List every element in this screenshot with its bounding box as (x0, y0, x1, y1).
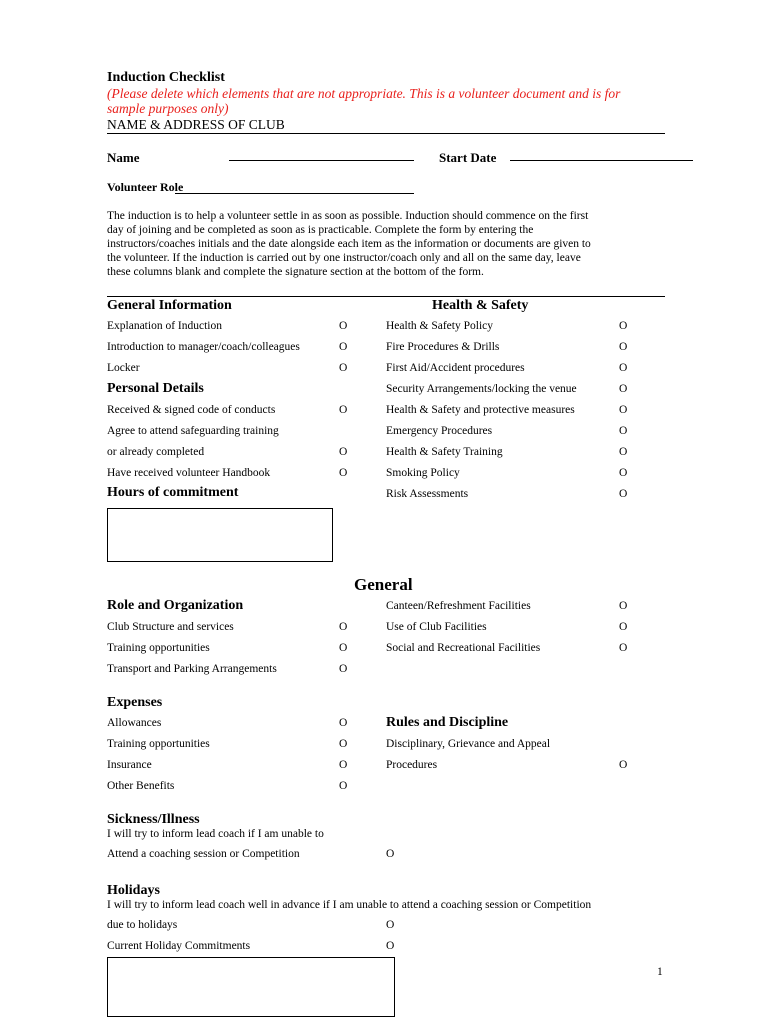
list-item: Health & Safety and protective measures (386, 404, 575, 416)
sickness-text-line-1: I will try to inform lead coach if I am unable to (107, 828, 324, 840)
checkbox-circle[interactable]: O (386, 848, 395, 860)
name-label: Name (107, 150, 140, 165)
section-divider (107, 296, 665, 297)
list-item: Security Arrangements/locking the venue (386, 383, 577, 395)
list-item: Emergency Procedures (386, 425, 493, 437)
checkbox-circle[interactable]: O (339, 341, 348, 353)
instruction-note-line-2: sample purposes only) (107, 101, 229, 116)
list-item: Procedures (386, 759, 438, 771)
list-item: Transport and Parking Arrangements (107, 663, 277, 675)
checkbox-circle[interactable]: O (619, 404, 628, 416)
list-item: Explanation of Induction (107, 320, 222, 332)
list-item: Use of Club Facilities (386, 621, 487, 633)
list-item: Training opportunities (107, 738, 210, 750)
checkbox-circle[interactable]: O (386, 940, 395, 952)
checkbox-circle[interactable]: O (619, 621, 628, 633)
checkbox-circle[interactable]: O (339, 759, 348, 771)
checkbox-circle[interactable]: O (619, 383, 628, 395)
holiday-commitments-box[interactable] (107, 957, 395, 1017)
hours-of-commitment-box[interactable] (107, 508, 333, 562)
list-item: Allowances (107, 717, 162, 729)
sickness-text-line-2: Attend a coaching session or Competition (107, 848, 300, 860)
checkbox-circle[interactable]: O (619, 320, 628, 332)
intro-line-4: the volunteer. If the induction is carried out by one instructor/coach only and all on the same day, leave (107, 252, 581, 264)
list-item: Disciplinary, Grievance and Appeal (386, 738, 551, 750)
list-item: Agree to attend safeguarding training (107, 425, 279, 437)
volunteer-role-label: Volunteer Role (107, 180, 184, 194)
checkbox-circle[interactable]: O (339, 780, 348, 792)
list-item: First Aid/Accident procedures (386, 362, 525, 374)
list-item: Received & signed code of conducts (107, 404, 276, 416)
list-item: Have received volunteer Handbook (107, 467, 271, 479)
start-date-field[interactable] (510, 160, 693, 161)
checkbox-circle[interactable]: O (339, 621, 348, 633)
list-item: Canteen/Refreshment Facilities (386, 600, 531, 612)
holidays-text-line-1: I will try to inform lead coach well in advance if I am unable to attend a coaching session or Competition (107, 899, 592, 911)
list-item: or already completed (107, 446, 205, 458)
checkbox-circle[interactable]: O (339, 717, 348, 729)
intro-line-5: these columns blank and complete the signature section at the bottom of the form. (107, 266, 484, 278)
intro-line-3: instructors/coaches initials and the date alongside each item as the information or documents are given to (107, 238, 591, 250)
general-information-heading: General Information (107, 298, 232, 313)
document-title: Induction Checklist (107, 70, 225, 85)
list-item: Health & Safety Training (386, 446, 503, 458)
list-item: Other Benefits (107, 780, 175, 792)
intro-line-2: day of joining and be completed as soon as is practicable. Complete the form by entering the (107, 224, 534, 236)
holidays-heading: Holidays (107, 883, 160, 898)
health-safety-heading: Health & Safety (432, 298, 529, 313)
club-name-address: NAME & ADDRESS OF CLUB (107, 117, 285, 132)
checkbox-circle[interactable]: O (339, 362, 348, 374)
header-divider (107, 133, 665, 134)
checkbox-circle[interactable]: O (619, 425, 628, 437)
checkbox-circle[interactable]: O (619, 446, 628, 458)
list-item: Social and Recreational Facilities (386, 642, 541, 654)
checkbox-circle[interactable]: O (339, 642, 348, 654)
list-item: Club Structure and services (107, 621, 234, 633)
list-item: Smoking Policy (386, 467, 460, 479)
checkbox-circle[interactable]: O (619, 341, 628, 353)
holidays-text-line-2: due to holidays (107, 919, 178, 931)
checkbox-circle[interactable]: O (339, 738, 348, 750)
list-item: Health & Safety Policy (386, 320, 493, 332)
list-item: Fire Procedures & Drills (386, 341, 500, 353)
expenses-heading: Expenses (107, 695, 163, 710)
checkbox-circle[interactable]: O (619, 488, 628, 500)
list-item: Insurance (107, 759, 152, 771)
holidays-text-line-3: Current Holiday Commitments (107, 940, 251, 952)
personal-details-heading: Personal Details (107, 381, 204, 396)
checkbox-circle[interactable]: O (339, 446, 348, 458)
checkbox-circle[interactable]: O (386, 919, 395, 931)
instruction-note-line-1: (Please delete which elements that are not appropriate. This is a volunteer document and is for (107, 86, 621, 101)
checkbox-circle[interactable]: O (619, 642, 628, 654)
intro-line-1: The induction is to help a volunteer settle in as soon as possible. Induction should commence on the first (107, 210, 589, 222)
name-field[interactable] (229, 160, 414, 161)
sickness-heading: Sickness/Illness (107, 812, 200, 827)
checkbox-circle[interactable]: O (619, 759, 628, 771)
checkbox-circle[interactable]: O (339, 663, 348, 675)
checkbox-circle[interactable]: O (339, 467, 348, 479)
list-item: Training opportunities (107, 642, 210, 654)
role-organization-heading: Role and Organization (107, 598, 244, 613)
volunteer-role-field[interactable] (175, 193, 414, 194)
checkbox-circle[interactable]: O (619, 362, 628, 374)
list-item: Locker (107, 362, 140, 374)
list-item: Risk Assessments (386, 488, 469, 500)
rules-discipline-heading: Rules and Discipline (386, 715, 509, 730)
hours-of-commitment-heading: Hours of commitment (107, 485, 239, 500)
start-date-label: Start Date (439, 150, 497, 165)
checkbox-circle[interactable]: O (619, 467, 628, 479)
checkbox-circle[interactable]: O (339, 404, 348, 416)
checkbox-circle[interactable]: O (339, 320, 348, 332)
checkbox-circle[interactable]: O (619, 600, 628, 612)
general-heading: General (354, 575, 413, 594)
list-item: Introduction to manager/coach/colleagues (107, 341, 300, 353)
page-number: 1 (657, 966, 663, 978)
